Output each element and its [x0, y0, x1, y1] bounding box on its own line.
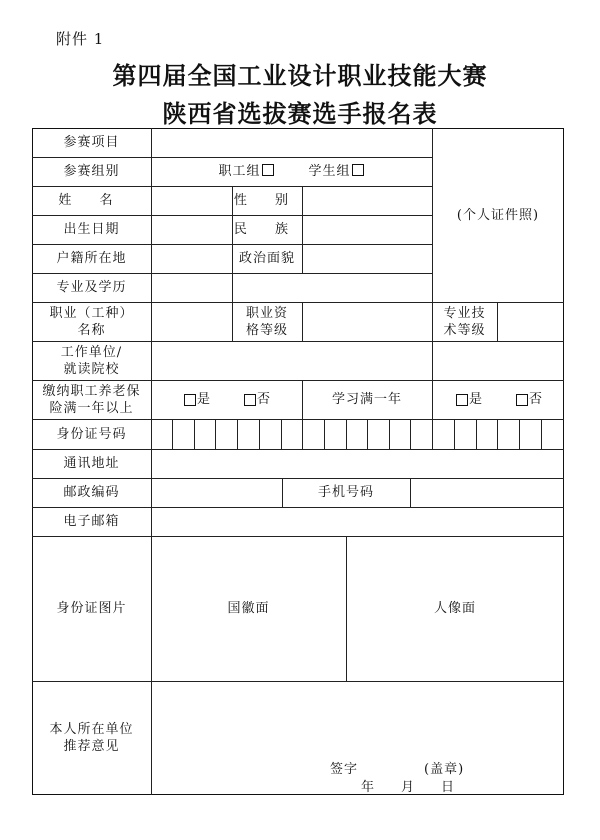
employer-label-line2: 就读院校: [63, 361, 120, 377]
emblem-side-area[interactable]: 国徽面: [227, 601, 270, 616]
qualification-label-line2: 格等级: [245, 322, 288, 338]
tech-grade-label-line1: 专业技: [443, 305, 486, 321]
pension-no-option[interactable]: [232, 380, 282, 419]
label-column-divider: [151, 128, 152, 795]
id-digit-divider: [497, 419, 498, 449]
study-yes-text: 是: [468, 392, 483, 407]
study-no-text: 否: [528, 392, 543, 407]
ethnicity-label: 民 族: [233, 222, 301, 237]
id-digit-divider: [367, 419, 368, 449]
form-title-line1: 第四届全国工业设计职业技能大赛: [112, 62, 488, 90]
col-divider: [410, 478, 411, 507]
checkbox-icon[interactable]: [352, 164, 364, 176]
political-status-label: 政治面貌: [238, 251, 295, 266]
employer-label-line1: 工作单位/: [60, 344, 123, 360]
event-label: 参赛项目: [63, 135, 120, 150]
pension-label-line2: 险满一年以上: [49, 400, 134, 416]
id-digit-divider: [410, 419, 411, 449]
recommendation-label: [32, 681, 151, 795]
id-digit-divider: [172, 419, 173, 449]
household-label: 户籍所在地: [56, 251, 127, 266]
tech-grade-label: [432, 302, 497, 341]
checkbox-icon[interactable]: [244, 394, 256, 406]
attachment-label: 附件 1: [56, 30, 105, 48]
checkbox-icon[interactable]: [516, 394, 528, 406]
qualification-label: [232, 302, 302, 341]
student-group-text: 学生组: [308, 164, 351, 179]
seal-label: (盖章): [424, 761, 465, 777]
recommendation-label-line1: 本人所在单位: [49, 722, 134, 737]
id-digit-divider: [519, 419, 520, 449]
occupation-label-line2: 名称: [77, 322, 106, 338]
postcode-label: 邮政编码: [63, 485, 120, 500]
pension-label-line1: 缴纳职工养老保: [42, 383, 141, 399]
birth-date-label: 出生日期: [63, 222, 120, 237]
email-label: 电子邮箱: [63, 514, 120, 529]
col-divider: [302, 186, 303, 273]
checkbox-icon[interactable]: [456, 394, 468, 406]
id-digit-divider: [302, 419, 303, 449]
photo-placeholder-label: (个人证件照): [456, 207, 540, 223]
id-digit-divider: [194, 419, 195, 449]
id-digit-divider: [432, 419, 433, 449]
study-year-label: 学习满一年: [331, 392, 402, 407]
date-day-label: 日: [440, 779, 455, 795]
pension-yes-option[interactable]: [172, 380, 222, 419]
recommendation-label-line2: 推荐意见: [63, 739, 120, 754]
worker-group-text: 职工组: [218, 164, 261, 179]
col-divider: [497, 302, 498, 341]
group-label: 参赛组别: [63, 164, 120, 179]
qualification-label-line1: 职业资: [245, 305, 288, 321]
date-month-label: 月: [400, 779, 415, 795]
portrait-side-area[interactable]: 人像面: [433, 601, 476, 616]
employer-label: [32, 341, 151, 380]
id-digit-divider: [389, 419, 390, 449]
checkbox-icon[interactable]: [184, 394, 196, 406]
mobile-label: 手机号码: [317, 485, 374, 500]
id-digit-divider: [215, 419, 216, 449]
pension-no-text: 否: [256, 392, 271, 407]
id-digit-divider: [346, 419, 347, 449]
date-year-label: 年: [360, 779, 375, 795]
study-no-option[interactable]: [504, 380, 554, 419]
id-digit-divider: [476, 419, 477, 449]
id-digit-divider: [454, 419, 455, 449]
pension-yes-text: 是: [196, 392, 211, 407]
id-digit-divider: [281, 419, 282, 449]
study-yes-option[interactable]: [444, 380, 494, 419]
checkbox-icon[interactable]: [262, 164, 274, 176]
col-divider: [302, 302, 303, 341]
name-label: 姓 名: [58, 193, 125, 208]
id-digit-divider: [541, 419, 542, 449]
address-label: 通讯地址: [63, 456, 120, 471]
worker-group-option[interactable]: [218, 163, 274, 180]
student-group-option[interactable]: [309, 163, 365, 180]
signature-label: 签字: [330, 761, 359, 777]
occupation-label-line1: 职业（工种）: [49, 305, 134, 321]
id-digit-divider: [324, 419, 325, 449]
id-digit-divider: [259, 419, 260, 449]
gender-label: 性 别: [233, 193, 301, 208]
occupation-label: [32, 302, 151, 341]
id-number-label: 身份证号码: [56, 426, 127, 442]
id-digit-divider: [237, 419, 238, 449]
id-image-label: 身份证图片: [56, 601, 127, 616]
tech-grade-label-line2: 术等级: [443, 322, 486, 338]
pension-label: [32, 380, 151, 419]
major-education-label: 专业及学历: [56, 280, 127, 295]
form-title-line2: 陕西省选拔赛选手报名表: [162, 100, 438, 128]
group-options: [151, 157, 432, 186]
